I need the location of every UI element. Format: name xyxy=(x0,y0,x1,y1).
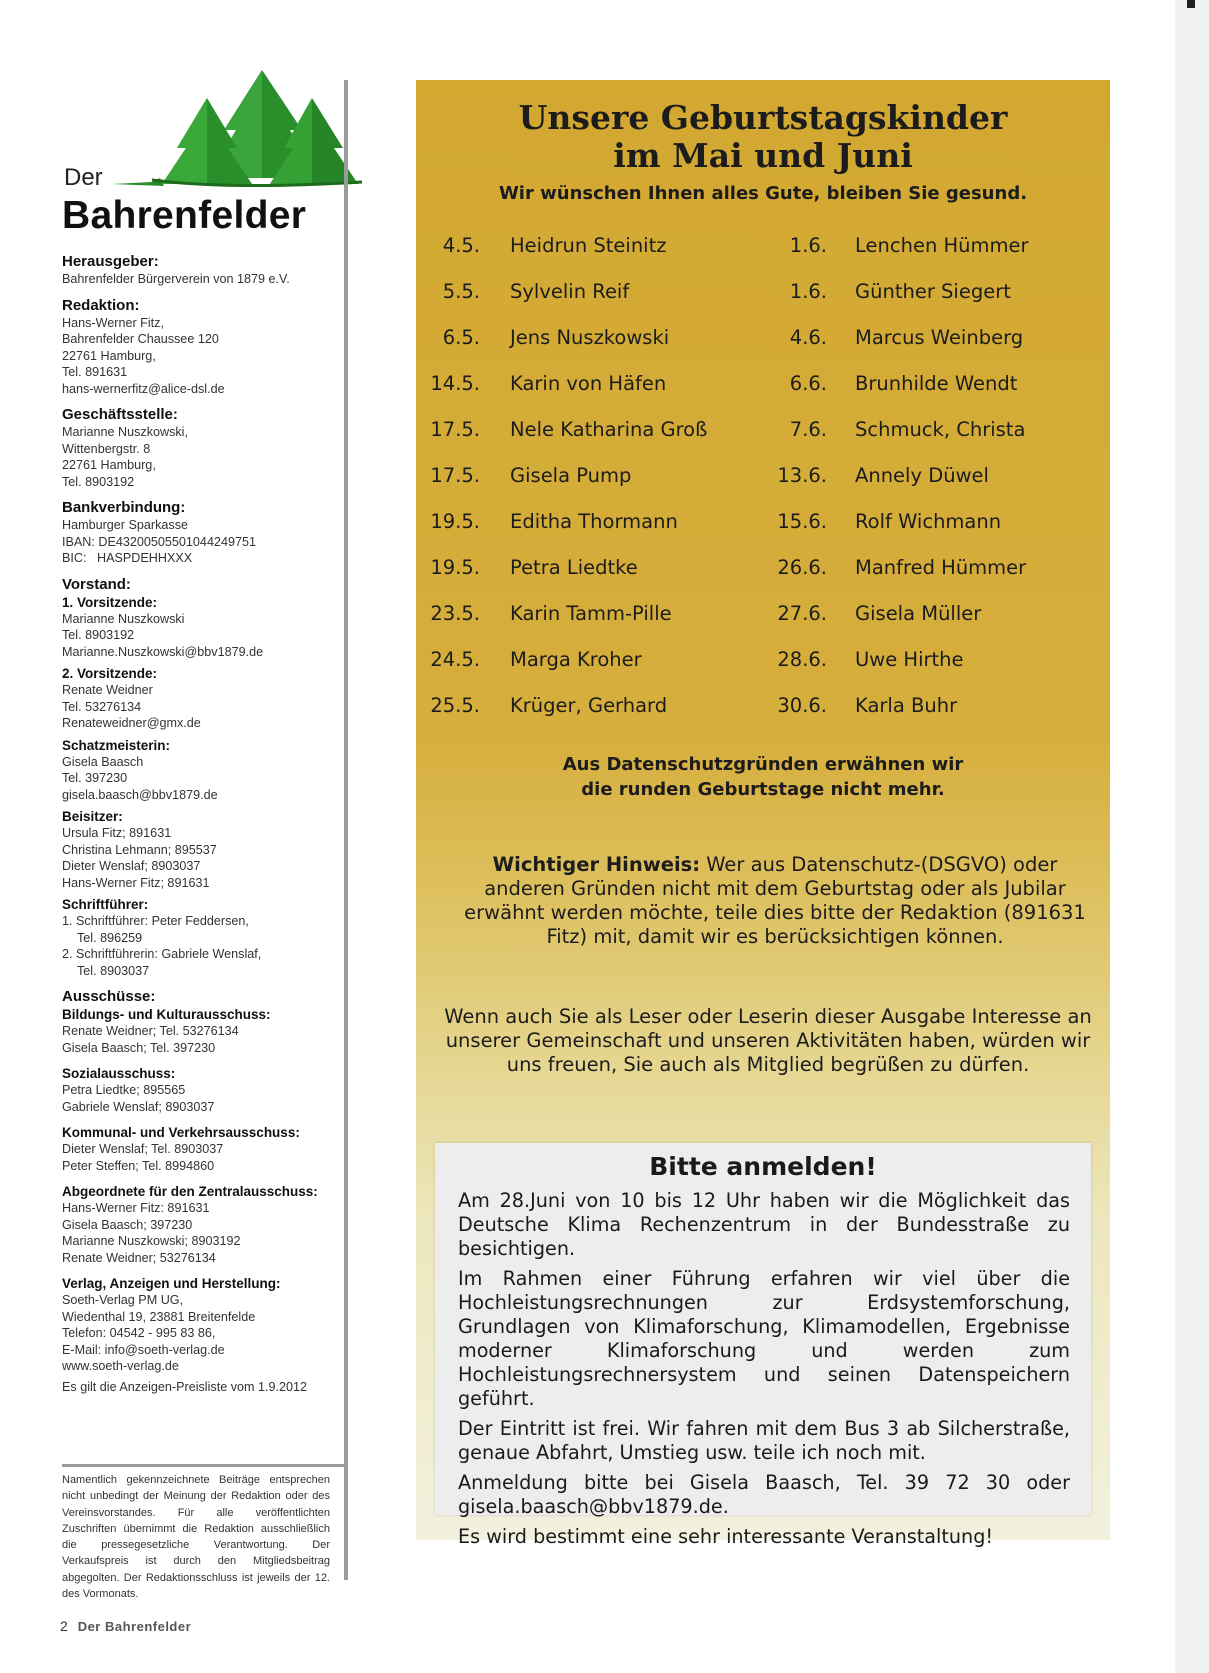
beisitzer-line: Hans-Werner Fitz; 891631 xyxy=(62,875,210,890)
birthday-name: Karla Buhr xyxy=(855,694,958,717)
birthday-date-text: 17.5. xyxy=(430,464,480,487)
sozial-label: Sozialausschuss: xyxy=(62,1066,176,1081)
vorsitzende2-email[interactable]: Renateweidner@gmx.de xyxy=(62,716,201,730)
geschaeftsstelle-line: Wittenbergstr. 8 xyxy=(62,441,151,456)
verlag-line: Wiedenthal 19, 23881 Breitenfelde xyxy=(62,1309,256,1324)
bank-line: BIC: HASPDEHHXXX xyxy=(62,551,193,565)
birthday-name: Günther Siegert xyxy=(855,280,1011,303)
event-paragraph: Es wird bestimmt eine sehr interessante Veranstaltung! xyxy=(458,1525,994,1548)
bildung-line: Gisela Baasch; Tel. 397230 xyxy=(62,1040,216,1055)
birthday-date-text: 26.6. xyxy=(777,556,827,579)
bank-section xyxy=(62,498,342,567)
bildung-line: Renate Weidner; Tel. 53276134 xyxy=(62,1024,239,1038)
beisitzer-label: Beisitzer: xyxy=(62,809,123,824)
page-edge-mark xyxy=(1187,0,1195,8)
birthday-date-text: 6.5. xyxy=(442,326,480,349)
vorsitzende2-label: 2. Vorsitzende: xyxy=(62,666,158,681)
beisitzer-line: Christina Lehmann; 895537 xyxy=(62,842,217,857)
sidebar-divider xyxy=(344,80,348,1580)
birthday-date-text: 13.6. xyxy=(777,464,827,487)
birthday-date-text: 19.5. xyxy=(430,556,480,579)
redaktion-line: 22761 Hamburg, xyxy=(62,348,156,363)
birthday-name: Jens Nuszkowski xyxy=(510,326,670,349)
redaktion-section xyxy=(62,296,342,398)
birthday-date-text: 5.5. xyxy=(442,280,480,303)
verlag-section xyxy=(62,1275,342,1395)
geschaeftsstelle-line: Marianne Nuszkowski, xyxy=(62,425,188,439)
event-body xyxy=(458,1189,1070,1555)
logo xyxy=(62,70,342,240)
birthday-date-text: 4.6. xyxy=(789,326,827,349)
herausgeber-line: Bahrenfelder Bürgerverein von 1879 e.V. xyxy=(62,272,290,286)
birthday-date-text: 1.6. xyxy=(789,234,827,257)
impressum xyxy=(62,252,342,1395)
birthday-name: Editha Thormann xyxy=(510,510,678,533)
schatzmeisterin-line: Tel. 397230 xyxy=(62,771,128,785)
datenschutz-note-line2: die runden Geburtstage nicht mehr. xyxy=(581,779,945,800)
vorsitzende1-line: Marianne Nuszkowski xyxy=(62,611,185,626)
impressum-sidebar xyxy=(62,70,342,1395)
birthday-date-text: 17.5. xyxy=(430,418,480,441)
vorstand-section xyxy=(62,575,342,980)
beisitzer-line: Dieter Wenslaf; 8903037 xyxy=(62,859,201,873)
birthday-date-text: 28.6. xyxy=(777,648,827,671)
birthday-title-line2: im Mai und Juni xyxy=(613,136,913,175)
ausschuesse-section xyxy=(62,987,342,1266)
bank-label: Bankverbindung: xyxy=(62,499,186,516)
bank-line: Hamburger Sparkasse xyxy=(62,518,188,532)
geschaeftsstelle-line: 22761 Hamburg, xyxy=(62,458,156,472)
geschaeftsstelle-line: Tel. 8903192 xyxy=(62,474,135,489)
geschaeftsstelle-section xyxy=(62,405,342,490)
schriftfuehrer-line: 1. Schriftführer: Peter Feddersen, xyxy=(62,914,249,928)
sozial-line: Petra Liedtke; 895565 xyxy=(62,1083,186,1097)
zentral-line: Gisela Baasch; 397230 xyxy=(62,1217,193,1232)
event-paragraph: Am 28.Juni von 10 bis 12 Uhr haben wir die Möglichkeit das Deutsche Klima Rechenzentrum in der Bundesstraße zu besichtigen. xyxy=(458,1189,1070,1260)
birthday-date-text: 14.5. xyxy=(430,372,480,395)
ausschuesse-label: Ausschüsse: xyxy=(62,988,156,1005)
birthday-name: Schmuck, Christa xyxy=(855,418,1026,441)
kommunal-line: Dieter Wenslaf; Tel. 8903037 xyxy=(62,1142,224,1156)
preisliste-note: Es gilt die Anzeigen-Preisliste vom 1.9.2012 xyxy=(62,1379,308,1394)
verlag-label: Verlag, Anzeigen und Herstellung: xyxy=(62,1276,281,1291)
birthday-name: Marga Kroher xyxy=(510,648,642,671)
verlag-line: Telefon: 04542 - 995 83 86, xyxy=(62,1326,216,1340)
kommunal-line: Peter Steffen; Tel. 8994860 xyxy=(62,1158,215,1173)
zentral-line: Hans-Werner Fitz: 891631 xyxy=(62,1201,210,1215)
birthday-name: Uwe Hirthe xyxy=(855,648,964,671)
birthday-name: Rolf Wichmann xyxy=(855,510,1002,533)
birthday-name: Sylvelin Reif xyxy=(510,280,630,303)
birthday-date-text: 27.6. xyxy=(777,602,827,625)
birthday-name: Gisela Müller xyxy=(855,602,982,625)
zentral-line: Renate Weidner; 53276134 xyxy=(62,1250,216,1265)
event-paragraph: Der Eintritt ist frei. Wir fahren mit dem Bus 3 ab Silcherstraße, genaue Abfahrt, Umstieg usw. teile ich noch mit. xyxy=(458,1417,1070,1464)
birthday-name: Karin Tamm-Pille xyxy=(510,602,672,625)
bank-line: IBAN: DE43200505501044249751 xyxy=(62,534,256,549)
birthday-subtitle: Wir wünschen Ihnen alles Gute, bleiben Sie gesund. xyxy=(498,183,1028,204)
birthday-date-text: 19.5. xyxy=(430,510,480,533)
page-edge xyxy=(1175,0,1209,1673)
redaktion-label: Redaktion: xyxy=(62,296,140,314)
birthday-name: Brunhilde Wendt xyxy=(855,372,1018,395)
redaktion-line: Tel. 891631 xyxy=(62,365,128,379)
birthday-name: Krüger, Gerhard xyxy=(510,694,668,717)
birthday-date-text: 1.6. xyxy=(789,280,827,303)
vorsitzende1-line: Tel. 8903192 xyxy=(62,628,135,642)
redaktion-line: Bahrenfelder Chaussee 120 xyxy=(62,332,219,346)
schatzmeisterin-label: Schatzmeisterin: xyxy=(62,737,171,753)
vorsitzende1-email[interactable]: Marianne.Nuszkowski@bbv1879.de xyxy=(62,644,264,659)
redaktion-line: Hans-Werner Fitz, xyxy=(62,315,164,330)
birthday-date-text: 6.6. xyxy=(789,372,827,395)
schriftfuehrer-label: Schriftführer: xyxy=(62,897,149,912)
verlag-email[interactable]: E-Mail: info@soeth-verlag.de xyxy=(62,1342,225,1357)
schriftfuehrer-line: Tel. 8903037 xyxy=(77,963,150,978)
birthday-date-text: 25.5. xyxy=(430,694,480,717)
vorsitzende2-line: Renate Weidner xyxy=(62,683,153,697)
birthday-name: Marcus Weinberg xyxy=(855,326,1024,349)
sozial-line: Gabriele Wenslaf; 8903037 xyxy=(62,1099,215,1114)
hinweis-paragraph xyxy=(450,853,1100,949)
schatzmeisterin-email[interactable]: gisela.baasch@bbv1879.de xyxy=(62,787,218,802)
zentral-line: Marianne Nuszkowski; 8903192 xyxy=(62,1234,241,1248)
birthday-name: Lenchen Hümmer xyxy=(855,234,1029,257)
trees-logo-icon xyxy=(112,70,392,190)
event-paragraph: Anmeldung bitte bei Gisela Baasch, Tel. 39 72 30 oder gisela.baasch@bbv1879.de. xyxy=(458,1471,1070,1518)
page-footer xyxy=(60,1618,191,1634)
birthday-name: Petra Liedtke xyxy=(510,556,638,579)
geschaeftsstelle-label: Geschäftsstelle: xyxy=(62,406,178,423)
vorsitzende1-label: 1. Vorsitzende: xyxy=(62,594,158,610)
birthday-date-text: 23.5. xyxy=(430,602,480,625)
hinweis-label: Wichtiger Hinweis: xyxy=(492,853,701,876)
vorsitzende2-line: Tel. 53276134 xyxy=(62,699,142,714)
herausgeber-label: Herausgeber: xyxy=(62,253,159,270)
event-paragraph: Im Rahmen einer Führung erfahren wir viel über die Hochleistungsrechnungen zur Erdsystemforschung, Grundlagen von Klimaforschung, Klimamodellen, Ergebnisse moderner Klimaforschung und werden zum Hochleistungsrechnersystem und seinen Datenspeichern geführt. xyxy=(458,1267,1070,1410)
datenschutz-note-line1: Aus Datenschutzgründen erwähnen wir xyxy=(562,754,964,775)
verlag-website[interactable]: www.soeth-verlag.de xyxy=(62,1359,179,1373)
schatzmeisterin-line: Gisela Baasch xyxy=(62,754,144,769)
birthday-name: Manfred Hümmer xyxy=(855,556,1027,579)
verlag-line: Soeth-Verlag PM UG, xyxy=(62,1293,184,1307)
membership-invite: Wenn auch Sie als Leser oder Leserin dieser Ausgabe Interesse an unserer Gemeinschaft und unseren Aktivitäten haben, würden wir uns freuen, Sie auch als Mitglied begrüßen zu dürfen. xyxy=(444,1005,1092,1076)
herausgeber-section xyxy=(62,252,342,288)
zentral-label: Abgeordnete für den Zentralausschuss: xyxy=(62,1184,318,1199)
kommunal-label: Kommunal- und Verkehrsausschuss: xyxy=(62,1125,300,1140)
redaktion-email[interactable]: hans-wernerfitz@alice-dsl.de xyxy=(62,381,225,396)
vorstand-label: Vorstand: xyxy=(62,575,131,593)
schriftfuehrer-line: Tel. 896259 xyxy=(77,930,143,945)
schriftfuehrer-line: 2. Schriftführerin: Gabriele Wenslaf, xyxy=(62,947,262,961)
hinweis-text: Wer aus Datenschutz-(DSGVO) oder anderen Gründen nicht mit dem Geburtstag oder als Jubilar erwähnt werden möchte, teile dies bitte der Redaktion (891631 Fitz) mit, damit wir es berücksichtigen können. xyxy=(464,853,1086,948)
birthday-date-text: 15.6. xyxy=(777,510,827,533)
birthday-date-text: 30.6. xyxy=(777,694,827,717)
event-title: Bitte anmelden! xyxy=(649,1152,877,1181)
page-number: 2 xyxy=(60,1618,68,1634)
birthday-name: Karin von Häfen xyxy=(510,372,667,395)
birthday-date-text: 7.6. xyxy=(789,418,827,441)
logo-der: Der xyxy=(64,164,103,191)
birthday-name: Annely Düwel xyxy=(855,464,989,487)
disclaimer-divider xyxy=(62,1464,344,1467)
birthday-name: Heidrun Steinitz xyxy=(510,234,667,257)
beisitzer-line: Ursula Fitz; 891631 xyxy=(62,826,172,840)
logo-name: Bahrenfelder xyxy=(62,194,307,237)
disclaimer: Namentlich gekennzeichnete Beiträge entsprechen nicht unbedingt der Meinung der Redaktion oder des Vereinsvorstandes. Für alle veröffentlichten Zuschriften übernimmt die Redaktion ausschließlich die pressegesetzliche Verantwortung. Der Verkaufspreis ist durch den Mitgliedsbeitrag abgegolten. Der Redaktionsschluss ist jeweils der 12. des Vormonats. xyxy=(62,1474,330,1601)
birthday-date-text: 24.5. xyxy=(430,648,480,671)
bildung-label: Bildungs- und Kulturausschuss: xyxy=(62,1007,271,1022)
birthday-title-line1: Unsere Geburtstagskinder xyxy=(518,98,1008,137)
birthday-name: Nele Katharina Groß xyxy=(510,418,708,441)
birthday-date-text: 4.5. xyxy=(442,234,480,257)
birthday-name: Gisela Pump xyxy=(510,464,632,487)
footer-magazine-name: Der Bahrenfelder xyxy=(77,1619,192,1634)
